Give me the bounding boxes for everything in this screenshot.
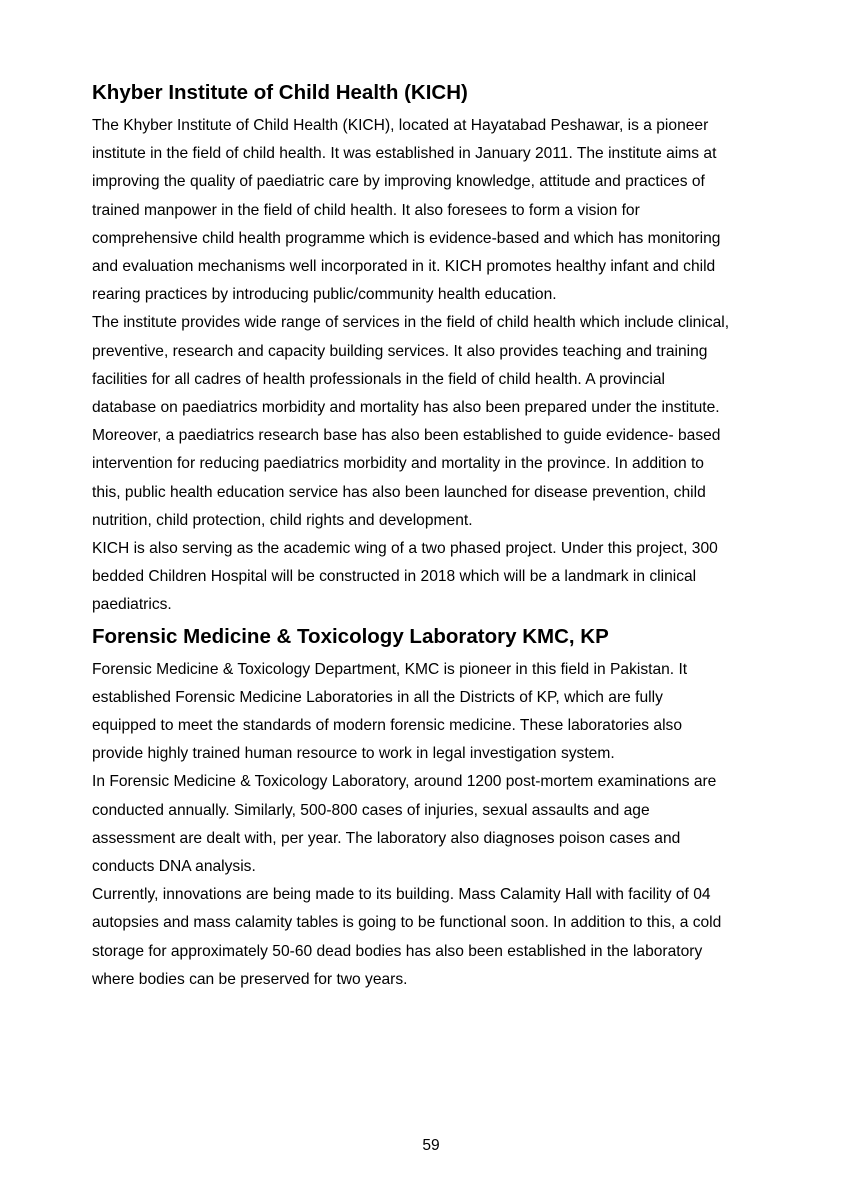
text-line: Currently, innovations are being made to its building. Mass Calamity Hall with facility of 04 (92, 886, 711, 904)
text-line: comprehensive child health programme which is evidence-based and which has monitoring (92, 229, 721, 247)
text-line: storage for approximately 50-60 dead bodies has also been established in the laboratory (92, 942, 703, 960)
text-line: where bodies can be preserved for two years. (92, 970, 408, 988)
text-line: autopsies and mass calamity tables is going to be functional soon. In addition to this, a cold (92, 914, 722, 932)
text-line: In Forensic Medicine & Toxicology Laboratory, around 1200 post-mortem examinations are (92, 773, 717, 791)
text-line: improving the quality of paediatric care by improving knowledge, attitude and practices of (92, 173, 705, 191)
text-line: institute in the field of child health. It was established in January 2011. The institute aims at (92, 145, 717, 163)
text-line: Moreover, a paediatrics research base has also been established to guide evidence- based (92, 427, 721, 445)
forensic-paragraph-1 (92, 656, 772, 769)
text-line: facilities for all cadres of health professionals in the field of child health. A provincial (92, 370, 665, 388)
page-content (92, 78, 772, 994)
text-line: assessment are dealt with, per year. The laboratory also diagnoses poison cases and (92, 829, 681, 847)
text-line: The Khyber Institute of Child Health (KICH), located at Hayatabad Peshawar, is a pioneer (92, 117, 709, 134)
kich-paragraph-2 (92, 309, 772, 535)
text-line: preventive, research and capacity building services. It also provides teaching and training (92, 342, 708, 360)
text-line: rearing practices by introducing public/community health education. (92, 286, 557, 304)
text-line: KICH is also serving as the academic wing of a two phased project. Under this project, 300 (92, 540, 718, 558)
text-line: paediatrics. (92, 596, 172, 614)
page-number: 59 (422, 1137, 440, 1154)
forensic-paragraph-2 (92, 768, 772, 881)
text-line: intervention for reducing paediatrics morbidity and mortality in the province. In addition to (92, 455, 704, 473)
text-line: trained manpower in the field of child health. It also foresees to form a vision for (92, 201, 640, 219)
text-line: provide highly trained human resource to work in legal investigation system. (92, 745, 615, 763)
text-line: conducts DNA analysis. (92, 858, 256, 876)
text-line: equipped to meet the standards of modern forensic medicine. These laboratories also (92, 717, 683, 735)
text-line: The institute provides wide range of services in the field of child health which include clinical, (92, 314, 730, 332)
text-line: established Forensic Medicine Laboratories in all the Districts of KP, which are fully (92, 688, 663, 706)
section-heading-forensic: Forensic Medicine & Toxicology Laboratory KMC, KP (92, 624, 609, 648)
kich-paragraph-3 (92, 535, 772, 620)
kich-paragraph-1 (92, 112, 772, 309)
forensic-paragraph-3 (92, 881, 772, 994)
text-line: this, public health education service has also been launched for disease prevention, child (92, 483, 706, 501)
text-line: database on paediatrics morbidity and mortality has also been prepared under the institute. (92, 399, 720, 417)
text-line: and evaluation mechanisms well incorporated in it. KICH promotes healthy infant and child (92, 258, 716, 276)
text-line: Forensic Medicine & Toxicology Department, KMC is pioneer in this field in Pakistan. It (92, 660, 688, 678)
section-heading-kich: Khyber Institute of Child Health (KICH) (92, 81, 468, 104)
text-line: nutrition, child protection, child rights and development. (92, 511, 473, 529)
text-line: bedded Children Hospital will be constructed in 2018 which will be a landmark in clinical (92, 568, 697, 586)
text-line: conducted annually. Similarly, 500-800 cases of injuries, sexual assaults and age (92, 801, 650, 819)
